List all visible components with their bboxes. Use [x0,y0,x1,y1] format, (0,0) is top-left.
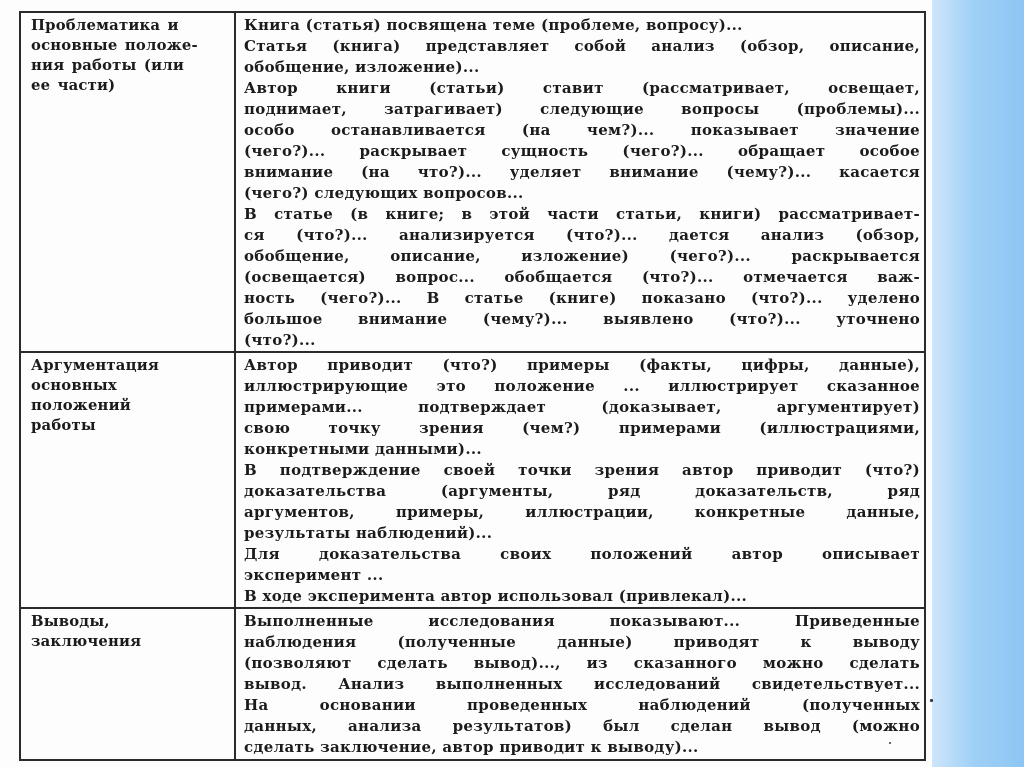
text-line: иллюстрирующие это положение ... иллюстрирует сказанное [244,377,920,395]
text-line: В подтверждение своей точки зрения автор приводит (что?) [244,461,920,479]
text-line: свою точку зрения (чем?) примерами (иллюстрациями, [244,419,920,437]
label-line: Выводы, [31,613,110,630]
text-line: Статья (книга) представляет собой анализ (обзор, описание, [244,37,920,55]
row-text-cell [235,608,925,760]
text-line: (позволяют сделать вывод)..., из сказанного можно сделать [244,654,920,672]
text-line: доказательства (аргументы, ряд доказательств, ряд [244,482,920,500]
row-label [21,609,234,652]
text-line: обобщение, изложение)... [244,58,480,76]
label-line: основных [31,377,117,394]
label-line: Аргументация [31,357,160,374]
table-row [20,12,925,352]
text-line: (освещается) вопрос... обобщается (что?)... отмечается важ- [244,268,920,286]
text-line: данных, анализа результатов) был сделан вывод (можно [244,717,920,735]
text-line: примерами... подтверждает (доказывает, аргументирует) [244,398,920,416]
table-row [20,352,925,608]
label-line: ее части) [31,77,116,94]
row-text [236,353,924,607]
text-line: (чего?)... раскрывает сущность (чего?)... обращает особое [244,142,920,160]
text-line: Книга (статья) посвящена теме (проблеме, вопросу)... [244,16,743,34]
label-line: работы [31,417,96,434]
table-row [20,608,925,760]
row-label [21,13,234,96]
text-line: внимание (на что?)... уделяет внимание (чему?)... касается [244,163,920,181]
text-line: (что?)... [244,331,316,349]
text-line: ся (что?)... анализируется (что?)... дается анализ (обзор, [244,226,920,244]
row-label-cell [20,608,235,760]
text-line: наблюдения (полученные данные) приводят к выводу [244,633,920,651]
text-line: результаты наблюдений)... [244,524,493,542]
text-line: На основании проведенных наблюдений (полученных [244,696,920,714]
row-text [236,609,924,758]
text-line: обобщение, описание, изложение) (чего?)... раскрывается [244,247,920,265]
row-label-cell [20,352,235,608]
text-line: Автор приводит (что?) примеры (факты, цифры, данные), [244,356,920,374]
text-line: Автор книги (статьи) ставит (рассматривает, освещает, [244,79,920,97]
label-line: ния работы (или [31,57,185,74]
scan-speck [889,742,891,744]
row-label-cell [20,12,235,352]
text-line: Для доказательства своих положений автор описывает [244,545,920,563]
text-line: (чего?) следующих вопросов... [244,184,524,202]
text-line: конкретными данными)... [244,440,482,458]
text-line: вывод. Анализ выполненных исследований свидетельствует... [244,675,920,693]
scan-speck [930,699,933,702]
text-line: сделать заключение, автор приводит к выводу)... [244,738,699,756]
label-line: заключения [31,633,142,650]
text-line: Выполненные исследования показывают... Приведенные [244,612,920,630]
phrases-table [19,11,926,761]
label-line: положений [31,397,131,414]
text-line: большое внимание (чему?)... выявлено (что?)... уточнено [244,310,920,328]
text-line: В статье (в книге; в этой части статьи, книги) рассматривает- [244,205,920,223]
text-line: особо останавливается (на чем?)... показывает значение [244,121,920,139]
row-label [21,353,234,436]
row-text-cell [235,12,925,352]
label-line: основные положе- [31,37,198,54]
slide-decor-stripe [932,0,1024,767]
text-line: аргументов, примеры, иллюстрации, конкретные данные, [244,503,920,521]
row-text-cell [235,352,925,608]
label-line: Проблематика и [31,17,179,34]
text-line: эксперимент ... [244,566,384,584]
row-text [236,13,924,351]
text-line: поднимает, затрагивает) следующие вопросы (проблемы)... [244,100,920,118]
text-line: В ходе эксперимента автор использовал (привлекал)... [244,587,748,605]
text-line: ность (чего?)... В статье (книге) показано (что?)... уделено [244,289,920,307]
